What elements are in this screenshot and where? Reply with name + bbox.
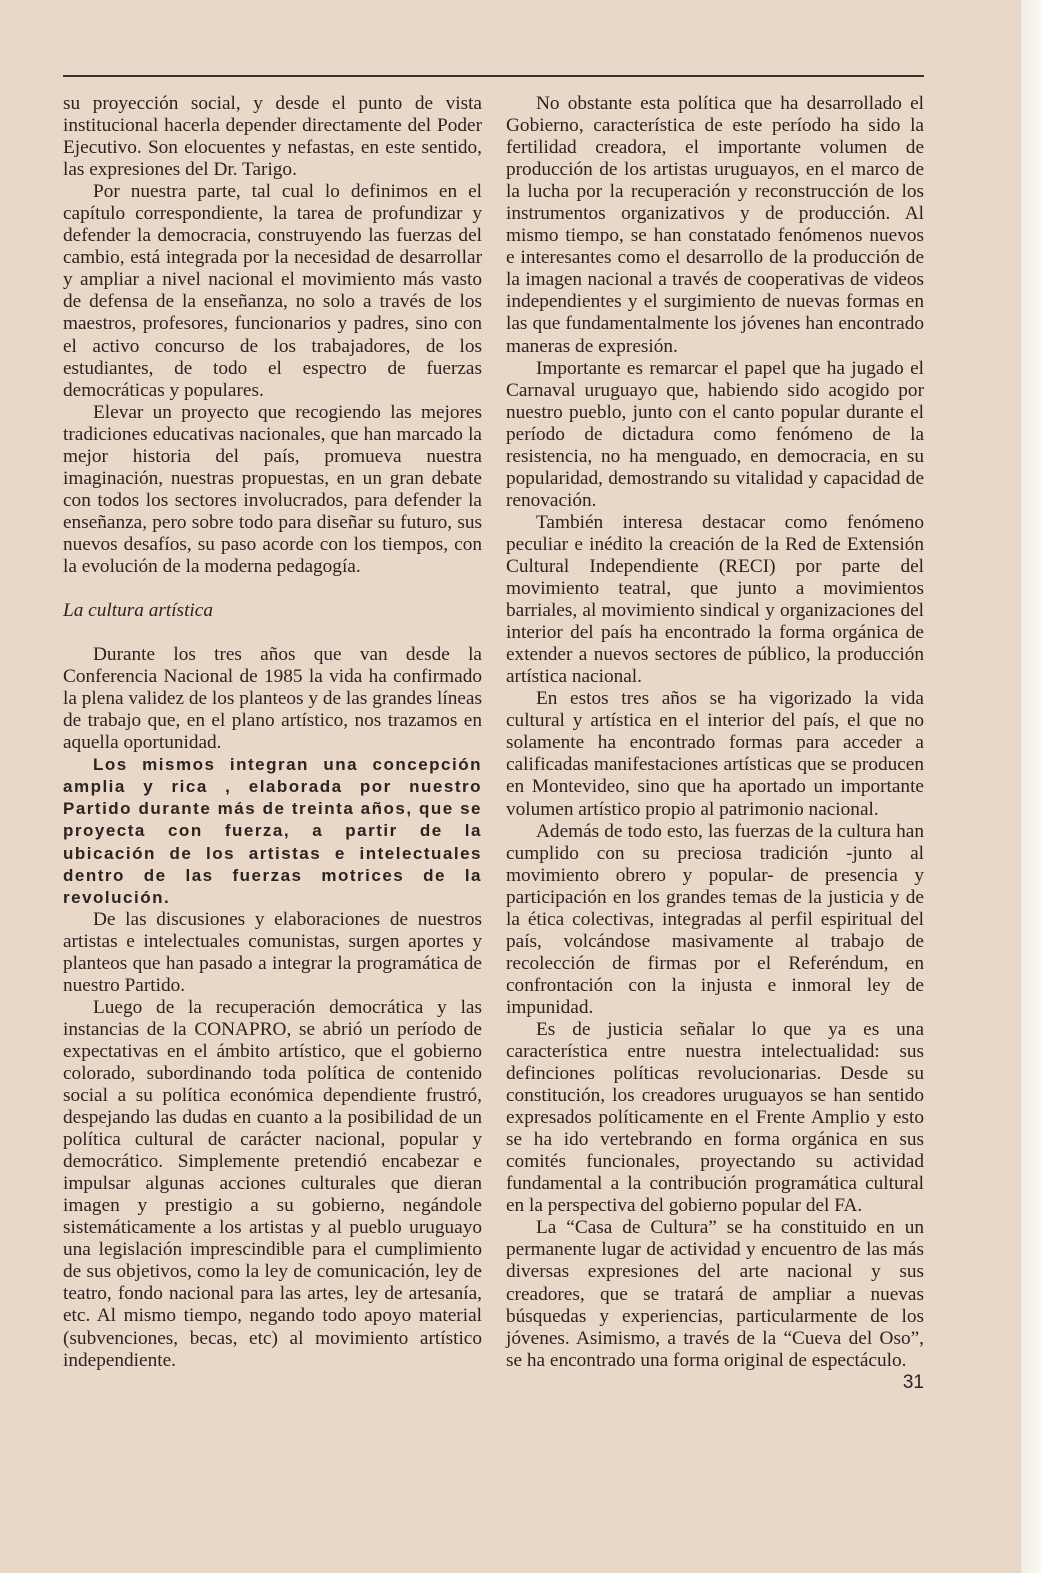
- paragraph: No obstante esta política que ha desarrollado el Gobierno, característica de este período ha sido la fertilidad creadora, el importante volumen de producción de los artistas uruguayos, en el marco de la lucha por la recuperación y reconstrucción de los instrumentos organizativos y de producción. Al mismo tiempo, se han constatado fenómenos nuevos e interesantes como el desarrollo de la producción de la imagen nacional a través de cooperativas de videos independientes y el surgimiento de nuevas formas en las que fundamentalmente los jóvenes han encontrado maneras de expresión.: [506, 93, 924, 357]
- paragraph: su proyección social, y desde el punto de vista institucional hacerla depender directamente del Poder Ejecutivo. Son elocuentes y nefastas, en este sentido, las expresiones del Dr. Tarigo.: [63, 93, 482, 181]
- right-column: [506, 93, 924, 1372]
- header-rule: [63, 75, 924, 77]
- page-number: 31: [902, 1372, 924, 1393]
- paragraph: Es de justicia señalar lo que ya es una característica entre nuestra intelectualidad: sus definciones políticas revolucionarias. Desde su constitución, los creadores uruguayos se han sentido expresados políticamente en el Frente Amplio y esto se ha ido vertebrando en forma orgánica en sus comités funcionales, proyectando su actividad fundamental a la contribución programática cultural en la perspectiva del gobierno popular del FA.: [506, 1018, 924, 1217]
- paragraph: Por nuestra parte, tal cual lo definimos en el capítulo correspondiente, la tarea de profundizar y defender la democracia, construyendo las fuerzas del cambio, está integrada por la necesidad de desarrollar y ampliar a nivel nacional el movimiento más vasto de defensa de la enseñanza, no solo a través de los maestros, profesores, funcionarios y padres, sino con el activo concurso de los trabajadores, de los estudiantes, de todo el espectro de fuerzas democráticas y populares.: [63, 181, 482, 401]
- paragraph: Durante los tres años que van desde la Conferencia Nacional de 1985 la vida ha confirmado la plena validez de los planteos y de las grandes líneas de trabajo que, en el plano artístico, nos trazamos en aquella oportunidad.: [63, 644, 482, 754]
- paragraph: Elevar un proyecto que recogiendo las mejores tradiciones educativas nacionales, que han marcado la mejor historia del país, promueva nuestra imaginación, nuestras propuestas, en un gran debate con todos los sectores involucrados, para defender la enseñanza, pero sobre todo para diseñar su futuro, sus nuevos desafíos, su paso acorde con los tiempos, con la evolución de la moderna pedagogía.: [63, 401, 482, 577]
- bold-paragraph: Los mismos integran una concepción amplia y rica , elaborada por nuestro Partido durante más de treinta años, que se proyecta con fuerza, a partir de la ubicación de los artistas e intelectuales dentro de las fuerzas motrices de la revolución.: [63, 755, 482, 907]
- paragraph: Importante es remarcar el papel que ha jugado el Carnaval uruguayo que, habiendo sido acogido por nuestro pueblo, junto con el canto popular durante el período de dictadura como fenómeno de la resistencia, no ha menguado, en democracia, en su popularidad, demostrando su vitalidad y capacidad de renovación.: [506, 357, 924, 511]
- page-edge: [1021, 0, 1041, 1573]
- section-heading: La cultura artística: [63, 600, 213, 622]
- paragraph: Además de todo esto, las fuerzas de la cultura han cumplido con su preciosa tradición -junto al movimiento obrero y popular- de presencia y participación en los grandes temas de la justicia y de la ética colectivas, integradas al perfil espiritual del país, volcándose masivamente al trabajo de recolección de firmas por el Referéndum, en confrontación con la injusta e inmoral ley de impunidad.: [506, 820, 924, 1018]
- paragraph: De las discusiones y elaboraciones de nuestros artistas e intelectuales comunistas, surgen aportes y planteos que han pasado a integrar la programática de nuestro Partido.: [63, 908, 482, 996]
- paragraph: También interesa destacar como fenómeno peculiar e inédito la creación de la Red de Extensión Cultural Independiente (RECI) por parte del movimiento teatral, que junto a movimientos barriales, al movimiento sindical y organizaciones del interior del país ha encontrado la forma orgánica de extender a nuevos sectores de público, la producción artística nacional.: [506, 511, 924, 688]
- paragraph: Luego de la recuperación democrática y las instancias de la CONAPRO, se abrió un período de expectativas en el ámbito artístico, que el gobierno colorado, subordinando toda política de contenido social a su política económica dependiente frustró, despejando las dudas en cuanto a la posibilidad de un política cultural de carácter nacional, popular y democrático. Simplemente pretendió encabezar e impulsar algunas acciones culturales que dieran imagen y prestigio a su gobierno, negándole sistemáticamente a los artistas y al pueblo uruguayo una legislación imprescindible para el cumplimiento de sus objetivos, como la ley de comunicación, ley de teatro, fondo nacional para las artes, ley de artesanía, etc. Al mismo tiempo, negando todo apoyo material (subvenciones, becas, etc) al movimiento artístico independiente.: [63, 996, 482, 1371]
- paragraph: La “Casa de Cultura” se ha constituido en un permanente lugar de actividad y encuentro de las más diversas expresiones del arte nacional y sus creadores, que se tratará de ampliar a nuevas búsquedas y experiencias, particularmente de los jóvenes. Asimismo, a través de la “Cueva del Oso”, se ha encontrado una forma original de espectáculo.: [506, 1217, 924, 1371]
- paragraph: En estos tres años se ha vigorizado la vida cultural y artística en el interior del país, el que no solamente ha encontrado formas para acceder a calificadas manifestaciones artísticas que se producen en Montevideo, sino que ha aportado un importante volumen artístico propio al patrimonio nacional.: [506, 688, 924, 820]
- left-column: [63, 93, 482, 1372]
